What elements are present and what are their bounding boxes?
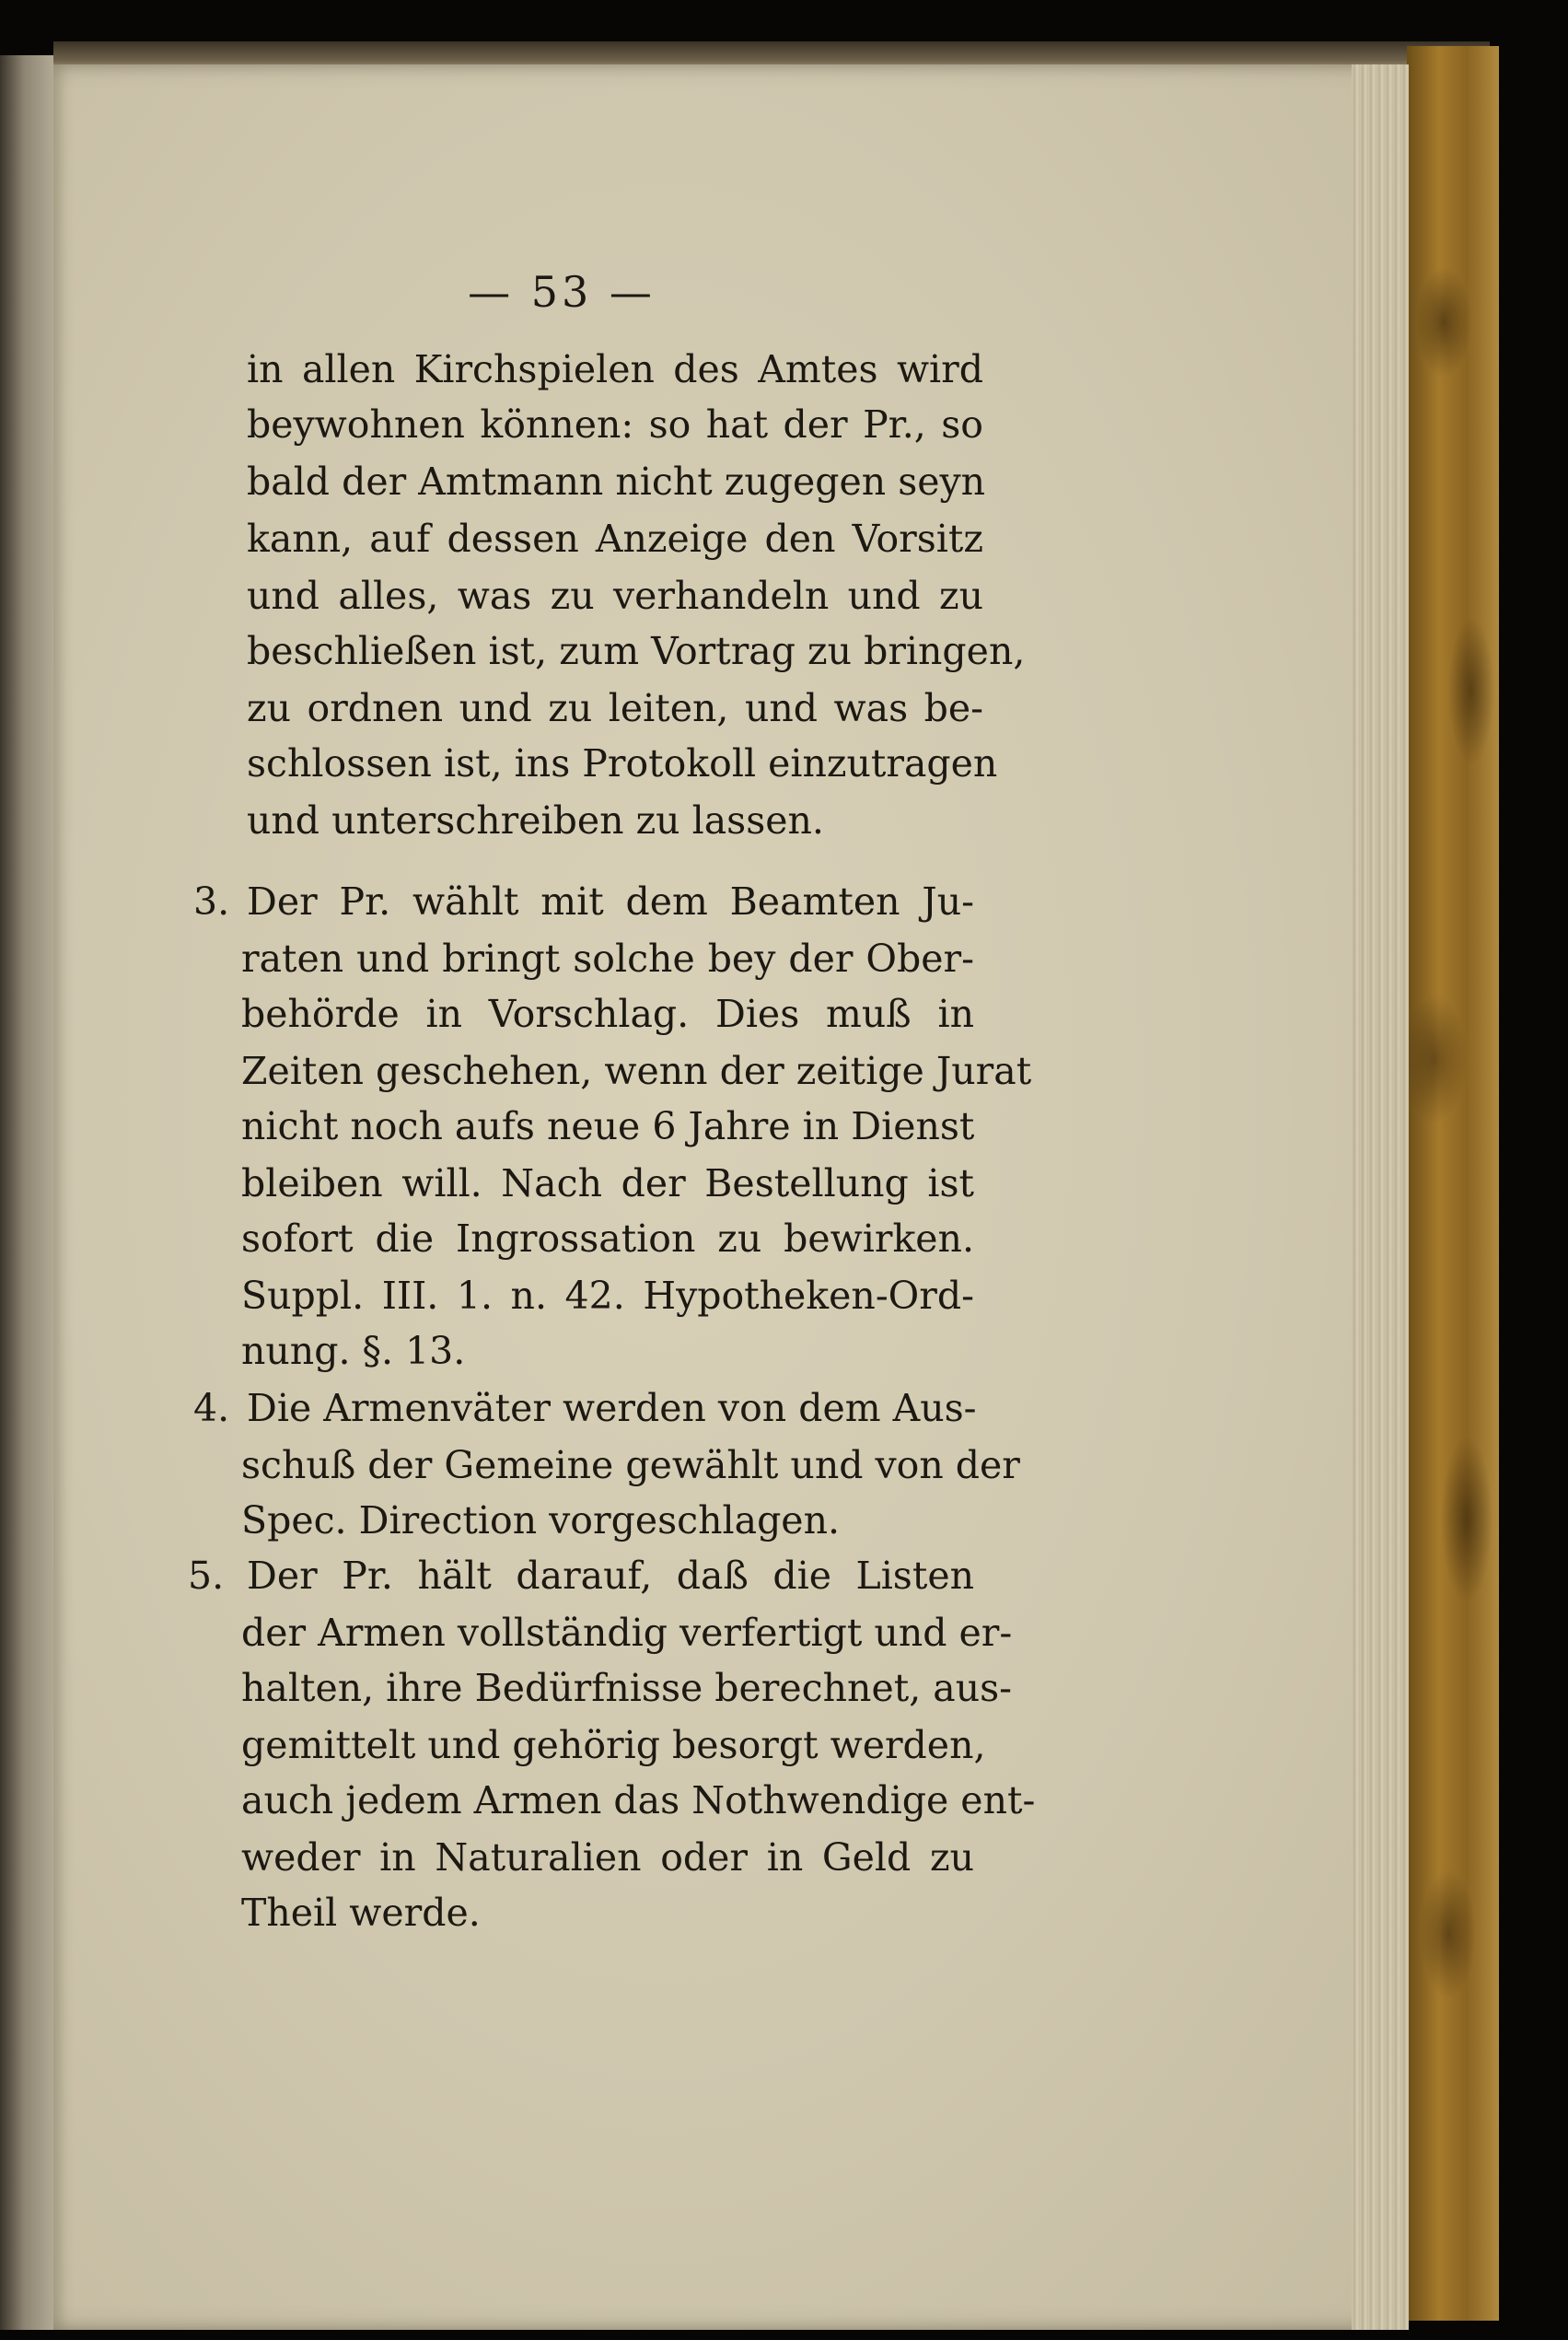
text-line: beschließen ist, zum Vortrag zu bringen,: [247, 629, 1026, 673]
text-line: Der Pr. hält darauf, daß die Listen: [247, 1554, 974, 1598]
text-line: Suppl. III. 1. n. 42. Hypotheken-Ord-: [241, 1274, 974, 1318]
page-number: — 53 —: [468, 267, 656, 317]
text-line: zu ordnen und zu leiten, und was be-: [247, 686, 983, 730]
text-line: kann, auf dessen Anzeige den Vorsitz: [247, 517, 983, 561]
item-number: 3.: [193, 879, 230, 924]
text-line-last: Theil werde.: [241, 1891, 481, 1935]
item-number: 4.: [193, 1386, 230, 1430]
text-line: in allen Kirchspielen des Amtes wird: [247, 347, 983, 391]
text-line: auch jedem Armen das Nothwendige ent-: [241, 1778, 1036, 1822]
item-number: 5.: [188, 1554, 225, 1598]
text-line: und alles, was zu verhandeln und zu: [247, 574, 983, 618]
text-line-last: und unterschreiben zu lassen.: [247, 798, 824, 843]
text-line: sofort die Ingrossation zu bewirken.: [241, 1217, 974, 1261]
text-line: Zeiten geschehen, wenn der zeitige Jurat: [241, 1049, 1032, 1093]
text-line: behörde in Vorschlag. Dies muß in: [241, 992, 974, 1036]
text-line: gemittelt und gehörig besorgt werden,: [241, 1723, 986, 1767]
text-line: bleiben will. Nach der Bestellung ist: [241, 1161, 974, 1205]
text-line-last: Spec. Direction vorgeschlagen.: [241, 1498, 841, 1543]
text-line: weder in Naturalien oder in Geld zu: [241, 1835, 974, 1880]
text-line: Die Armenväter werden von dem Aus-: [247, 1386, 977, 1430]
text-line-last: nung. §. 13.: [241, 1329, 466, 1373]
text-line: nicht noch aufs neue 6 Jahre in Dienst: [241, 1104, 975, 1148]
text-line: bald der Amtmann nicht zugegen seyn: [247, 460, 986, 504]
text-line: der Armen vollständig verfertigt und er-: [241, 1611, 1013, 1655]
text-line: halten, ihre Bedürfnisse berechnet, aus-: [241, 1666, 1012, 1710]
text-line: beywohnen können: so hat der Pr., so: [247, 402, 983, 447]
text-line: schlossen ist, ins Protokoll einzutragen: [247, 741, 998, 786]
text-line: raten und bringt solche bey der Ober-: [241, 937, 974, 981]
text-line: Der Pr. wählt mit dem Beamten Ju-: [247, 879, 974, 924]
text-line: schuß der Gemeine gewählt und von der: [241, 1443, 1020, 1487]
